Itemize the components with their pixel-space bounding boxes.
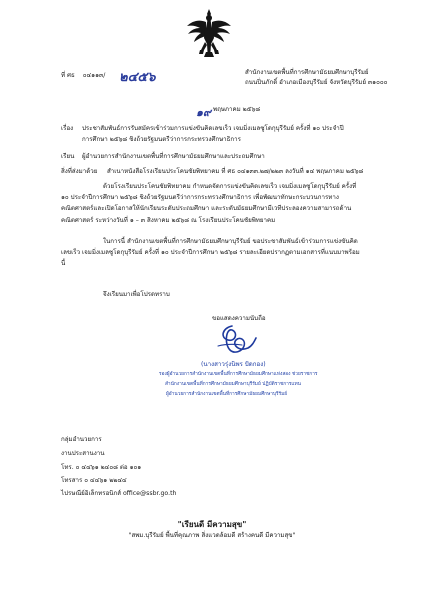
document-number-printed: ๐๔๑๑๓/ [82, 72, 106, 79]
handwritten-signature-icon [212, 322, 260, 356]
enclosure-text: สำเนาหนังสือโรงเรียนประโคนชัยพิทยาคม ที่ ศธ ๐๔๑๓๓.๒๗/๒๒๓ ลงวันที่ ๑๔ พฤษภาคม ๒๕๖๘ [107, 168, 364, 175]
enclosure-label: สิ่งที่ส่งมาด้วย [61, 168, 98, 175]
agency-address: ถนนปิ่นภักดิ์ อำเภอเมืองบุรีรัมย์ จังหวัดบุรีรัมย์ ๓๑๐๐๐ [245, 79, 388, 86]
body-paragraph-2: ในการนี้ สำนักงานเขตพื้นที่การศึกษามัธยมศึกษาบุรีรัมย์ ขอประชาสัมพันธ์เข้าร่วมการแข่งขันคิดเลขเร็ว เจมมิ่งเมลซูโดกุบุรีรัมย์ ครั้งที่ ๑๐ ประจำปีการศึกษา ๒๕๖๘ รายละเอียดปรากฏตามเอกสารที่แนบมาพร้อมนี้ [61, 238, 360, 268]
garuda-emblem-icon [183, 8, 235, 64]
signatory-position-line-2: สำนักงานเขตพื้นที่การศึกษามัธยมศึกษาบุรีรัมย์ ปฏิบัติราชการแทน [165, 382, 301, 387]
document-number-label: ที่ ศธ [61, 72, 75, 79]
closing-request: จึงเรียนมาเพื่อโปรดทราบ [103, 291, 170, 298]
body-paragraph-1: ด้วยโรงเรียนประโคนชัยพิทยาคม กำหนดจัดการแข่งขันคิดเลขเร็ว เจมมิ่งเมลซูโดกุบุรีรัมย์ ครั้งที่ ๑๐ ประจำปีการศึกษา ๒๕๖๘ ชิงถ้วยรัฐมนตรีว่าการกระทรวงศึกษาธิการ เพื่อพัฒนาทักษะกระบวนการทางคณิตศาสตร์และเปิดโอกาสให้นักเรียนระดับประถมศึกษา และระดับมัธยมศึกษามีเวทีประลองความสามารถด้านคณิตศาสตร์ ระหว่างวันที่ ๑ – ๓ สิงหาคม ๒๕๖๘ ณ โรงเรียนประโคนชัยพิทยาคม [61, 183, 357, 224]
recipient-text: ผู้อำนวยการสำนักงานเขตพื้นที่การศึกษามัธยมศึกษาและประถมศึกษา [82, 153, 265, 160]
subject-label: เรื่อง [61, 125, 74, 132]
footer-unit: งานประสานงาน [61, 450, 105, 457]
footer-email: ไปรษณีย์อิเล็กทรอนิกส์ office@ssbr.go.th [61, 490, 177, 497]
date-month-year: พฤษภาคม ๒๕๖๘ [213, 106, 261, 113]
footer-motto: "สพม.บุรีรัมย์ พื้นที่คุณภาพ สิ่งแวดล้อมดี สร้างคนดี มีความสุข" [128, 532, 296, 539]
regards-text: ขอแสดงความนับถือ [212, 315, 266, 322]
signatory-position-line-3: ผู้อำนวยการสำนักงานเขตพื้นที่การศึกษามัธยมศึกษาบุรีรัมย์ [166, 392, 288, 397]
signatory-position-line-1: รองผู้อำนวยการสำนักงานเขตพื้นที่การศึกษามัธยมศึกษาแห่งสอง ช่วยราชการ [159, 372, 318, 377]
subject-line-1: ประชาสัมพันธ์การรับสมัครเข้าร่วมการแข่งขันคิดเลขเร็ว เจมมิ่งเมลซูโดกุบุรีรัมย์ ครั้งที่ ๑๐ ประจำปี [82, 125, 344, 132]
date-day-handwritten: ๑๙ [196, 106, 212, 119]
recipient-label: เรียน [61, 153, 75, 160]
document-number-handwritten: ๒๔๕๖ [119, 70, 156, 85]
footer-fax: โทรสาร ๐ ๔๔๖๑ ๒๒๔๔ [61, 477, 127, 484]
subject-line-2: การศึกษา ๒๕๖๘ ชิงถ้วยรัฐมนตรีว่าการกระทรวงศึกษาธิการ [82, 136, 241, 143]
agency-name: สำนักงานเขตพื้นที่การศึกษามัธยมศึกษาบุรีรัมย์ [245, 69, 369, 76]
footer-slogan: "เรียนดี มีความสุข" [177, 520, 247, 529]
signatory-name: (นางสาวรุ่งนิพร ปัดกอง) [201, 361, 266, 368]
footer-group: กลุ่มอำนวยการ [61, 436, 102, 443]
footer-phone: โทร. ๐ ๔๔๖๑ ๒๔๐๘ ต่อ ๑๐๑ [61, 464, 142, 471]
